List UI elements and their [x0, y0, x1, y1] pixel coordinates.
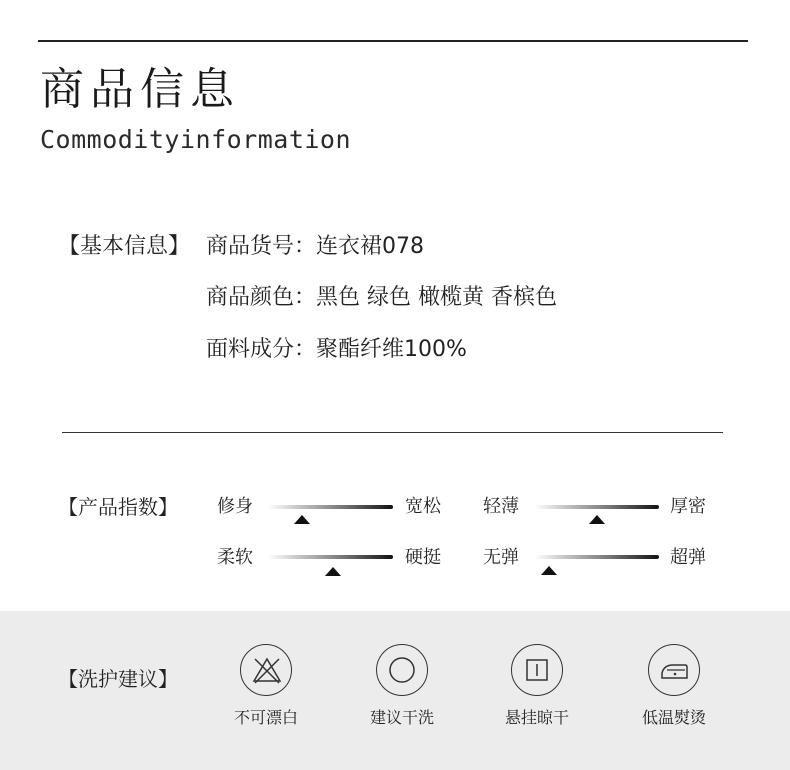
softness-scale-bar [268, 555, 393, 559]
softness-scale-marker [325, 567, 341, 576]
info-row-colors: 商品颜色：黑色 绿色 橄榄黄 香槟色 [206, 285, 557, 310]
scale-right-label: 超弹 [670, 547, 706, 568]
scale-right-label: 厚密 [670, 496, 706, 517]
care-label: 建议干洗 [369, 708, 434, 727]
page-title: 商品信息 [40, 64, 240, 115]
dry-clean-icon [376, 644, 428, 696]
scale-left-label: 修身 [217, 496, 253, 517]
fit-scale-bar [268, 505, 393, 509]
info-row-fabric: 面料成分：聚酯纤维100% [206, 337, 467, 362]
fit-scale-marker [294, 515, 310, 524]
thickness-scale-marker [589, 515, 605, 524]
elasticity-scale-marker [541, 566, 557, 575]
info-row-item-number: 商品货号：连衣裙078 [206, 234, 424, 259]
scale-left-label: 轻薄 [483, 496, 519, 517]
scale-right-label: 硬挺 [405, 547, 441, 568]
scale-left-label: 无弹 [483, 547, 519, 568]
care-label: 悬挂晾干 [504, 708, 569, 727]
low-iron-icon [648, 644, 700, 696]
care-heading: 【洗护建议】 [58, 667, 178, 691]
product-index-heading: 【产品指数】 [58, 495, 178, 519]
thickness-scale-bar [534, 505, 659, 509]
page-subtitle: Commodityinformation [40, 125, 352, 154]
basic-info-heading: 【基本信息】 [58, 234, 191, 259]
top-divider [38, 40, 748, 42]
section-divider [62, 432, 723, 433]
scale-right-label: 宽松 [405, 496, 441, 517]
scale-left-label: 柔软 [217, 547, 253, 568]
care-label: 不可漂白 [233, 708, 298, 727]
hang-dry-icon [511, 644, 563, 696]
no-bleach-icon [240, 644, 292, 696]
care-label: 低温熨烫 [641, 708, 706, 727]
elasticity-scale-bar [534, 555, 659, 559]
